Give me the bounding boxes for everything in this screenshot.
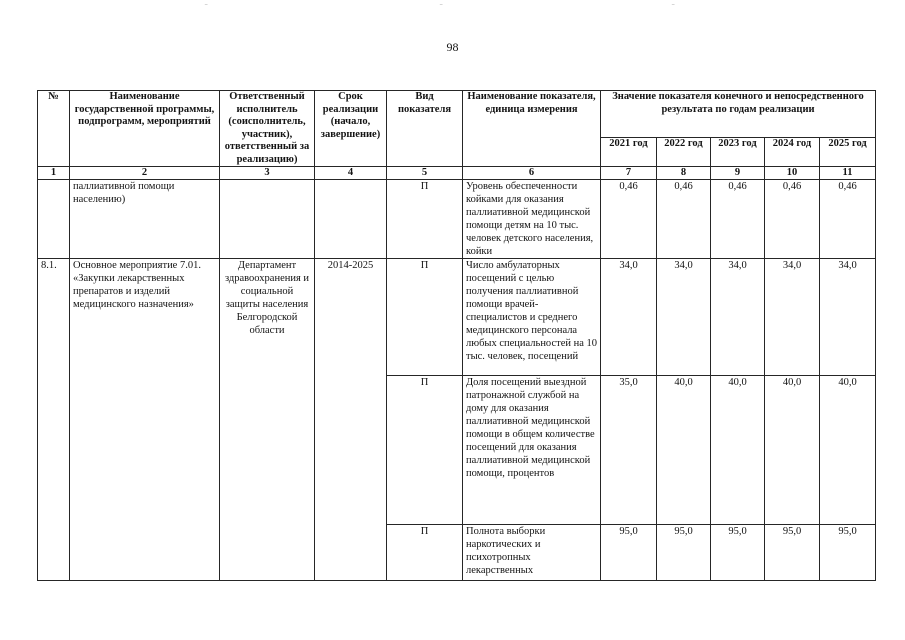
row-value-2023: 95,0	[711, 525, 765, 581]
row-value-2022: 0,46	[657, 180, 711, 259]
row-indicator-name: Число амбулаторных посещений с целью получения паллиативной помощи врачей-специалистов и среднего медицинского персонала любых специальностей на 10 тыс. человек, посещений	[463, 259, 601, 376]
row-value-2025: 95,0	[820, 525, 876, 581]
header-indicator-type: Вид показателя	[387, 91, 463, 167]
row-value-2021: 95,0	[601, 525, 657, 581]
row-indicator-type: П	[387, 180, 463, 259]
column-number: 11	[820, 167, 876, 180]
row-indicator-type: П	[387, 259, 463, 376]
row-value-2023: 34,0	[711, 259, 765, 376]
row-period	[315, 180, 387, 259]
row-value-2023: 0,46	[711, 180, 765, 259]
row-value-2022: 34,0	[657, 259, 711, 376]
row-indicator-type: П	[387, 525, 463, 581]
row-value-2024: 34,0	[765, 259, 820, 376]
row-indicator-name: Полнота выборки наркотических и психотропных лекарственных	[463, 525, 601, 581]
row-number	[38, 180, 70, 259]
row-value-2025: 34,0	[820, 259, 876, 376]
row-program-name: Основное мероприятие 7.01. «Закупки лекарственных препаратов и изделий медицинского назначения»	[70, 259, 220, 581]
row-value-2025: 0,46	[820, 180, 876, 259]
header-values-group: Значение показателя конечного и непосредственного результата по годам реализации	[601, 91, 876, 138]
row-program-name: паллиативной помощи населению)	[70, 180, 220, 259]
header-period: Срок реализации (начало, завершение)	[315, 91, 387, 167]
column-number: 9	[711, 167, 765, 180]
header-year-2022: 2022 год	[657, 138, 711, 167]
row-value-2022: 40,0	[657, 376, 711, 525]
row-value-2023: 40,0	[711, 376, 765, 525]
header-indicator-name: Наименование показателя, единица измерения	[463, 91, 601, 167]
column-number: 3	[220, 167, 315, 180]
row-value-2021: 35,0	[601, 376, 657, 525]
row-period: 2014-2025	[315, 259, 387, 581]
row-value-2021: 0,46	[601, 180, 657, 259]
row-value-2024: 40,0	[765, 376, 820, 525]
row-executor	[220, 180, 315, 259]
row-indicator-name: Доля посещений выездной патронажной службой на дому для оказания паллиативной медицинской помощи в общем количестве посещений для оказания паллиативной медицинской помощи, процентов	[463, 376, 601, 525]
column-number: 1	[38, 167, 70, 180]
row-value-2024: 95,0	[765, 525, 820, 581]
header-year-2021: 2021 год	[601, 138, 657, 167]
page-number: 98	[446, 40, 459, 54]
column-numbers-row	[38, 167, 876, 180]
header-program-name: Наименование государственной программы, подпрограмм, мероприятий	[70, 91, 220, 167]
column-number: 4	[315, 167, 387, 180]
row-indicator-name: Уровень обеспеченности койками для оказания паллиативной медицинской помощи детям на 10 тыс. человек детского населения, койки	[463, 180, 601, 259]
indicators-table	[37, 90, 876, 581]
header-year-2025: 2025 год	[820, 138, 876, 167]
row-executor: Департамент здравоохранения и социальной защиты населения Белгородской области	[220, 259, 315, 581]
column-number: 6	[463, 167, 601, 180]
header-executor: Ответственный исполнитель (соисполнитель, участник), ответственный за реализацию)	[220, 91, 315, 167]
row-value-2025: 40,0	[820, 376, 876, 525]
header-number: №	[38, 91, 70, 167]
row-indicator-type: П	[387, 376, 463, 525]
header-year-2024: 2024 год	[765, 138, 820, 167]
column-number: 2	[70, 167, 220, 180]
table-row	[38, 180, 876, 259]
scan-artifacts: ‾ ‾ ‾	[205, 4, 675, 12]
column-number: 8	[657, 167, 711, 180]
row-value-2024: 0,46	[765, 180, 820, 259]
row-value-2021: 34,0	[601, 259, 657, 376]
table-header-row	[38, 91, 876, 138]
table-row	[38, 259, 876, 376]
row-value-2022: 95,0	[657, 525, 711, 581]
column-number: 7	[601, 167, 657, 180]
header-year-2023: 2023 год	[711, 138, 765, 167]
column-number: 10	[765, 167, 820, 180]
column-number: 5	[387, 167, 463, 180]
row-number: 8.1.	[38, 259, 70, 581]
